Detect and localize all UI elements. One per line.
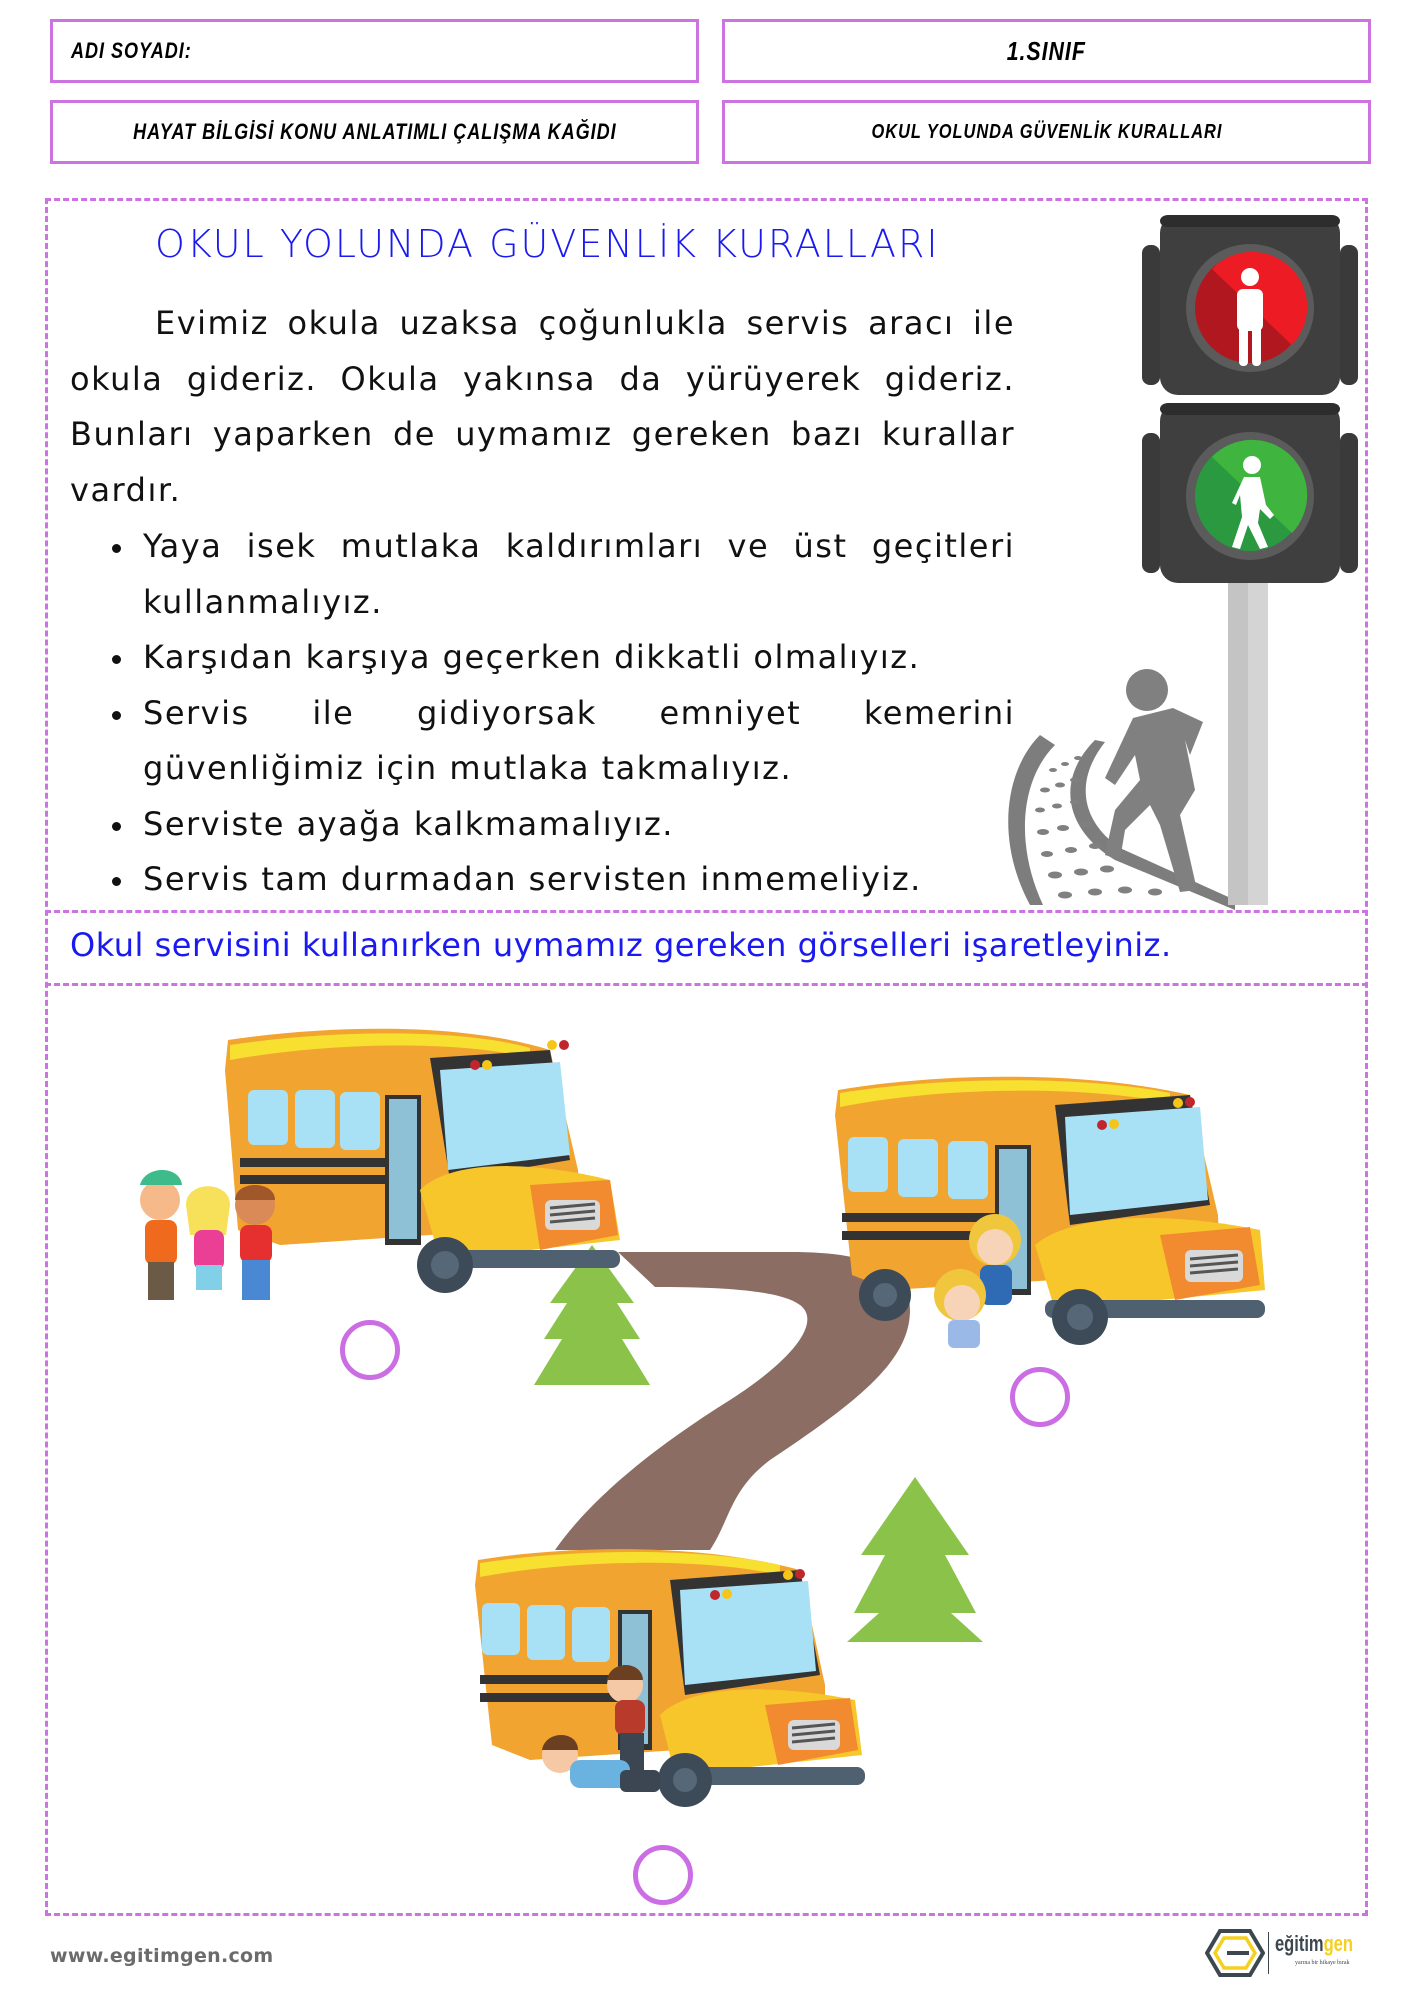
- section-divider: [45, 910, 1368, 913]
- grade-box: [722, 19, 1371, 83]
- section-divider: [45, 983, 1368, 986]
- hexagon-logo-icon: [1205, 1928, 1265, 1978]
- school-bus-icon: [475, 1549, 865, 1807]
- brand-logo: [1205, 1928, 1375, 1978]
- exercise-instruction: Okul servisini kullanırken uymamız gereken görselleri işaretleyiniz.: [70, 926, 1172, 964]
- answer-checkbox-scene-3[interactable]: [633, 1845, 693, 1905]
- topic-label: OKUL YOLUNDA GÜVENLİK KURALLARI: [871, 120, 1222, 143]
- children-walking-icon: [140, 1170, 275, 1300]
- student-name-field[interactable]: [50, 19, 699, 83]
- logo-divider: [1268, 1932, 1269, 1974]
- topic-box: [722, 100, 1371, 164]
- school-bus-icon: [835, 1077, 1265, 1345]
- bullet-icon: [112, 544, 121, 553]
- name-label: ADI SOYADI:: [71, 38, 192, 63]
- rule-item: Servis ile gidiyorsak emniyet kemerini güvenliğimiz için mutlaka takmalıyız.: [108, 686, 1015, 797]
- bullet-icon: [112, 655, 121, 664]
- lesson-title: OKUL YOLUNDA GÜVENLİK KURALLARI: [155, 222, 940, 266]
- rule-item: Servis tam durmadan servisten inmemeliyiz.: [108, 852, 1015, 908]
- brand-tagline: yarına bir hikaye bırak: [1295, 1960, 1350, 1966]
- bullet-icon: [112, 711, 121, 720]
- answer-checkbox-scene-2[interactable]: [1010, 1367, 1070, 1427]
- bullet-icon: [112, 877, 121, 886]
- school-bus-scene-1[interactable]: [130, 1010, 630, 1310]
- lesson-paragraph-text: Evimiz okula uzaksa çoğunlukla servis aracı ile okula gideriz. Okula yakınsa da yürüyerek gideriz. Bunları yaparken de uymamız gereken bazı kurallar vardır.: [70, 304, 1015, 509]
- rule-item: Serviste ayağa kalkmamalıyız.: [108, 797, 1015, 853]
- answer-checkbox-scene-1[interactable]: [340, 1320, 400, 1380]
- rule-item: Karşıdan karşıya geçerken dikkatli olmalıyız.: [108, 630, 1015, 686]
- grade-label: 1.SINIF: [1006, 35, 1087, 66]
- school-bus-scene-3[interactable]: [470, 1535, 880, 1825]
- brand-name: eğitimgen: [1275, 1931, 1353, 1956]
- pedestrian-traffic-light-icon: [1140, 205, 1360, 905]
- subject-box: [50, 100, 699, 164]
- rule-item: Yaya isek mutlaka kaldırımları ve üst geçitleri kullanmalıyız.: [108, 519, 1015, 630]
- subject-label: HAYAT BİLGİSİ KONU ANLATIMLI ÇALIŞMA KAĞIDI: [132, 119, 617, 144]
- bullet-icon: [112, 822, 121, 831]
- lesson-paragraph: [70, 296, 1015, 518]
- school-bus-scene-2[interactable]: [830, 1055, 1270, 1355]
- footer-url[interactable]: www.egitimgen.com: [50, 1945, 274, 1967]
- rules-list: [108, 519, 1015, 908]
- school-bus-icon: [225, 1029, 620, 1293]
